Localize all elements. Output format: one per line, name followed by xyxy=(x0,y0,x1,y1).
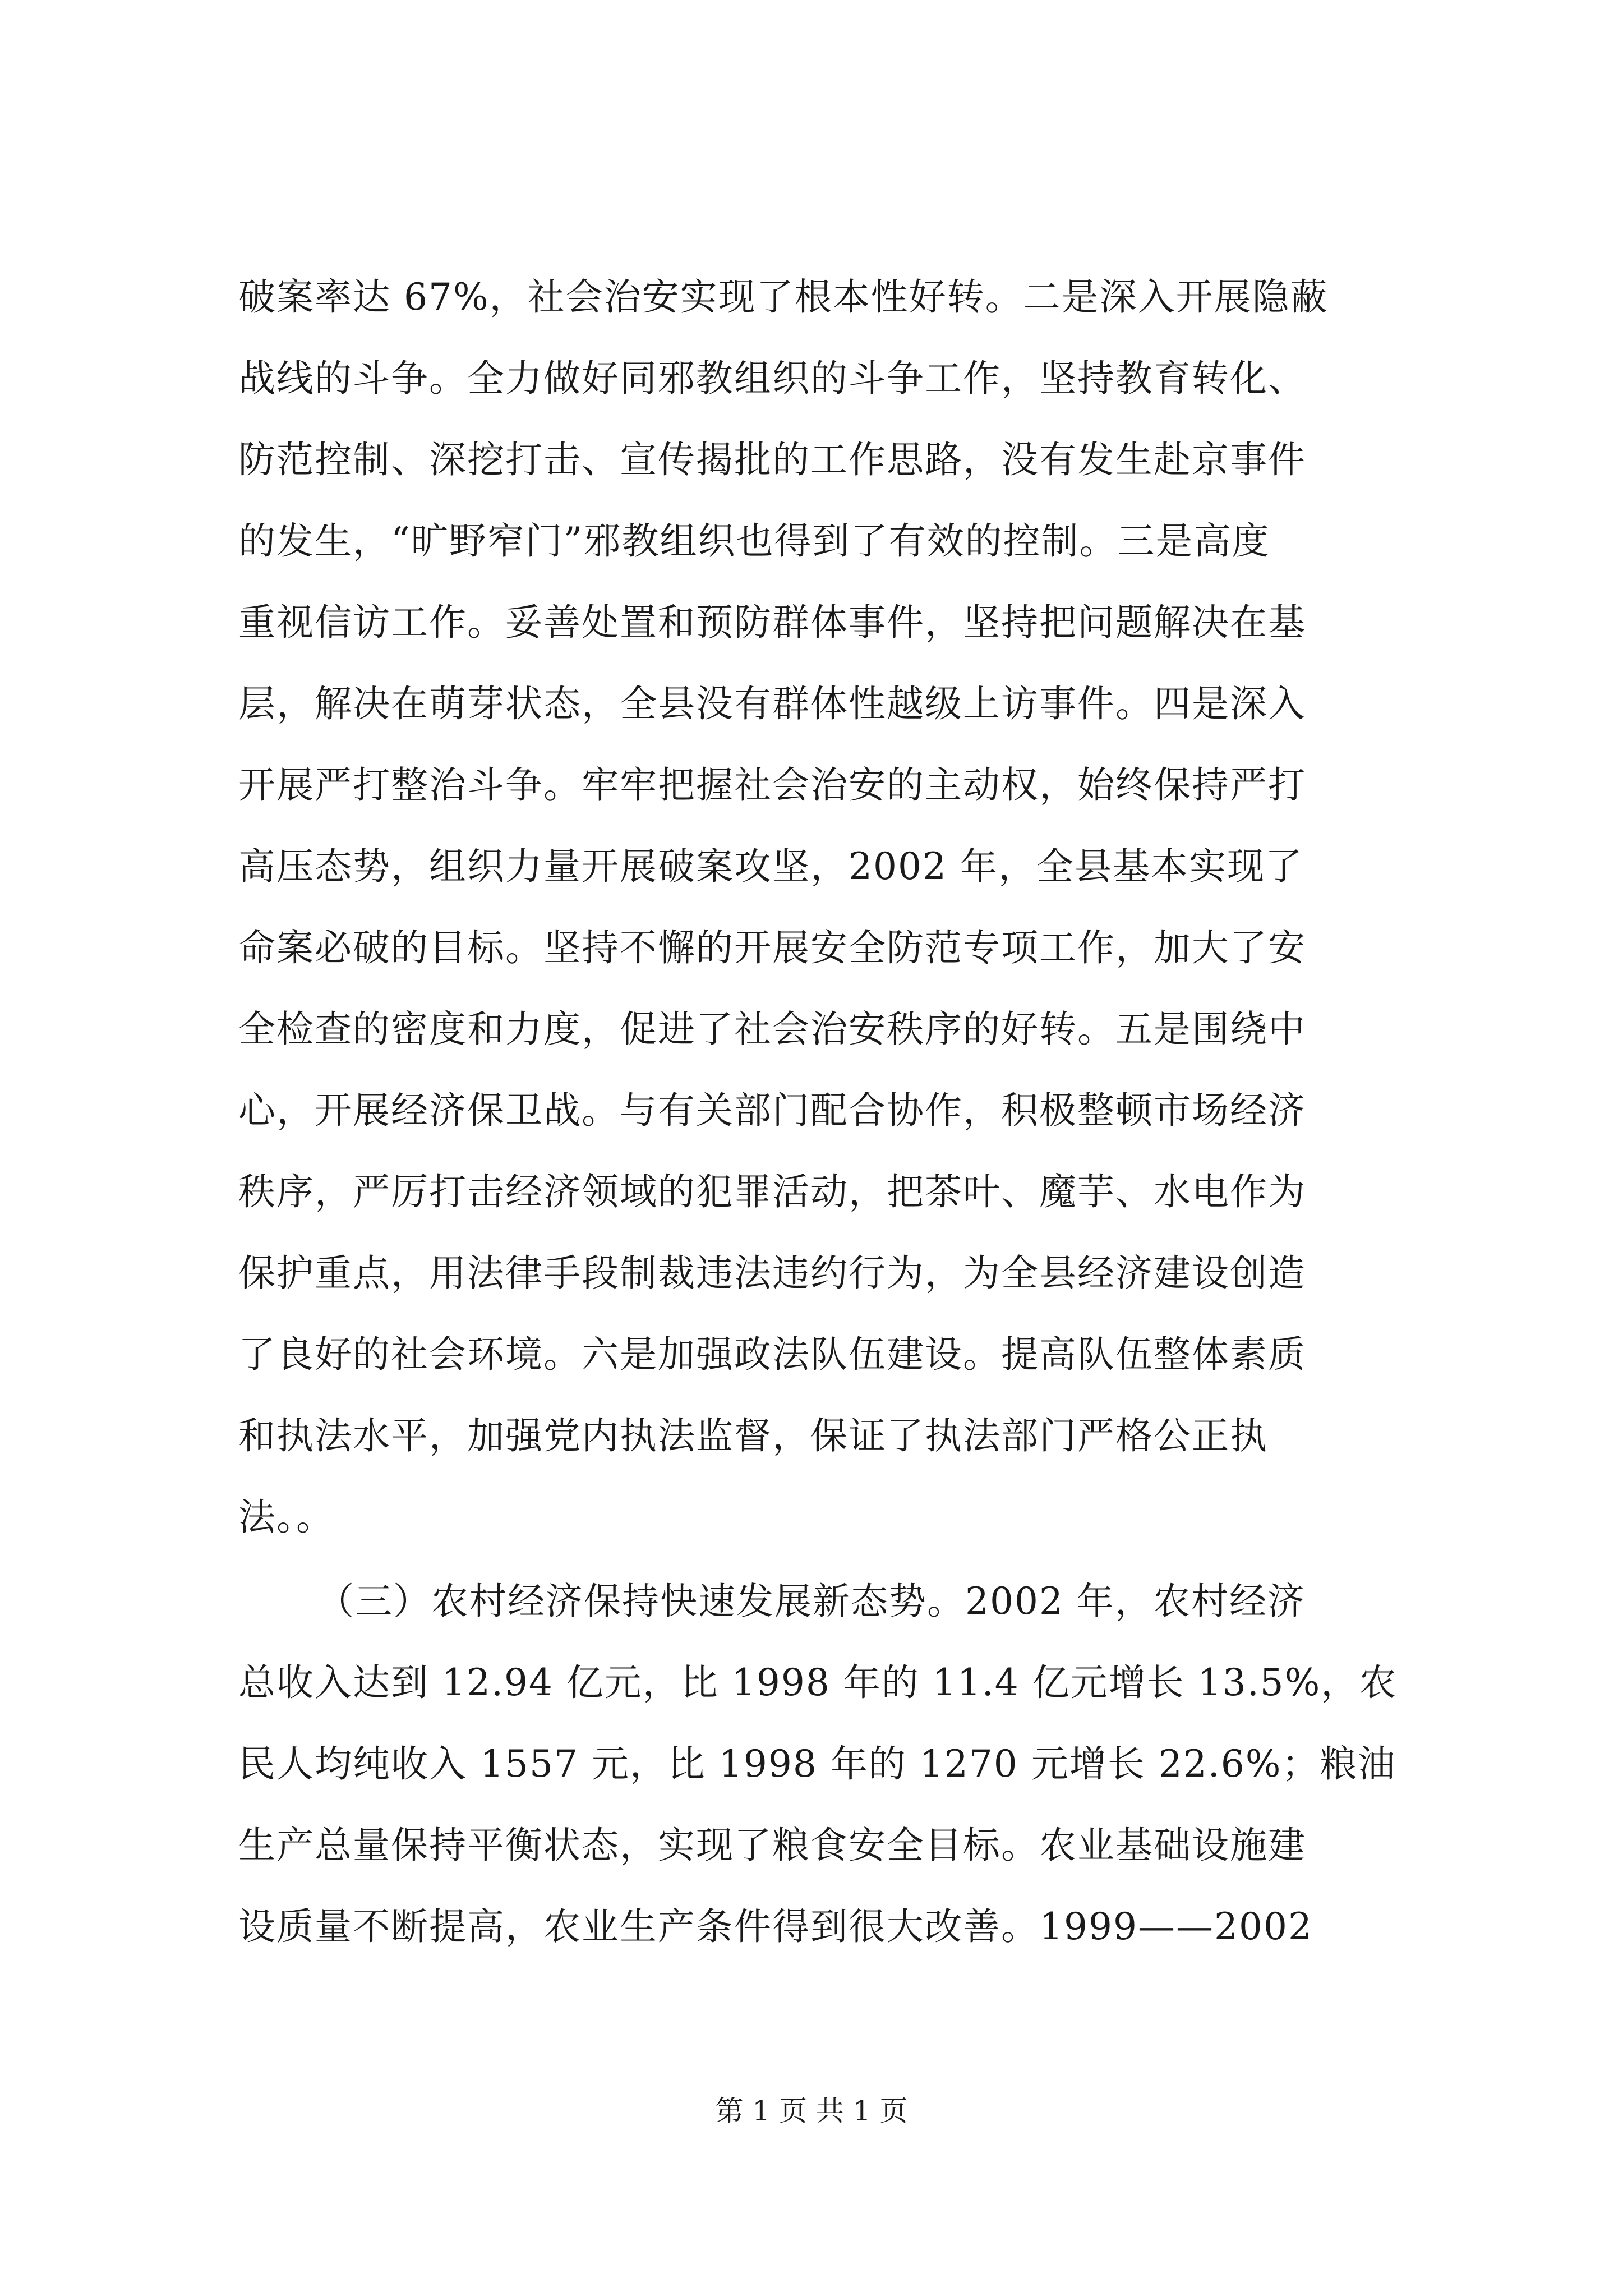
text-line: 破案率达 67%，社会治安实现了根本性好转。二是深入开展隐蔽 xyxy=(238,275,1329,319)
text-line: 层，解决在萌芽状态，全县没有群体性越级上访事件。四是深入 xyxy=(238,682,1306,725)
text-line: 民人均纯收入 1557 元，比 1998 年的 1270 元增长 22.6%；粮油 xyxy=(238,1742,1396,1786)
text-line: 生产总量保持平衡状态，实现了粮食安全目标。农业基础设施建 xyxy=(238,1824,1306,1867)
text-line: 设质量不断提高，农业生产条件得到很大改善。1999——2002 xyxy=(238,1905,1313,1948)
text-line: 重视信访工作。妥善处置和预防群体事件，坚持把问题解决在基 xyxy=(238,601,1306,644)
text-line: 法。。 xyxy=(238,1496,334,1539)
page-number-footer: 第 1 页 共 1 页 xyxy=(715,2095,908,2127)
text-line: 了良好的社会环境。六是加强政法队伍建设。提高队伍整体素质 xyxy=(238,1333,1306,1376)
text-line: 高压态势，组织力量开展破案攻坚，2002 年，全县基本实现了 xyxy=(238,845,1303,888)
paragraph-start-line: （三）农村经济保持快速发展新态势。2002 年，农村经济 xyxy=(317,1580,1306,1623)
text-line: 秩序，严厉打击经济领域的犯罪活动，把茶叶、魔芋、水电作为 xyxy=(238,1170,1306,1213)
text-line: 防范控制、深挖打击、宣传揭批的工作思路，没有发生赴京事件 xyxy=(238,438,1306,481)
text-line: 保护重点，用法律手段制裁违法违约行为，为全县经济建设创造 xyxy=(238,1251,1306,1295)
text-line: 命案必破的目标。坚持不懈的开展安全防范专项工作，加大了安 xyxy=(238,926,1306,969)
text-line: 的发生，“旷野窄门”邪教组织也得到了有效的控制。三是高度 xyxy=(238,519,1270,563)
text-line: 心，开展经济保卫战。与有关部门配合协作，积极整顿市场经济 xyxy=(238,1089,1306,1132)
text-line: 全检查的密度和力度，促进了社会治安秩序的好转。五是围绕中 xyxy=(238,1007,1306,1051)
text-line: 总收入达到 12.94 亿元，比 1998 年的 11.4 亿元增长 13.5%，农 xyxy=(238,1661,1398,1704)
text-line: 战线的斗争。全力做好同邪教组织的斗争工作，坚持教育转化、 xyxy=(238,357,1306,400)
text-line: 开展严打整治斗争。牢牢把握社会治安的主动权，始终保持严打 xyxy=(238,763,1306,807)
text-line: 和执法水平，加强党内执法监督，保证了执法部门严格公正执 xyxy=(238,1414,1268,1457)
